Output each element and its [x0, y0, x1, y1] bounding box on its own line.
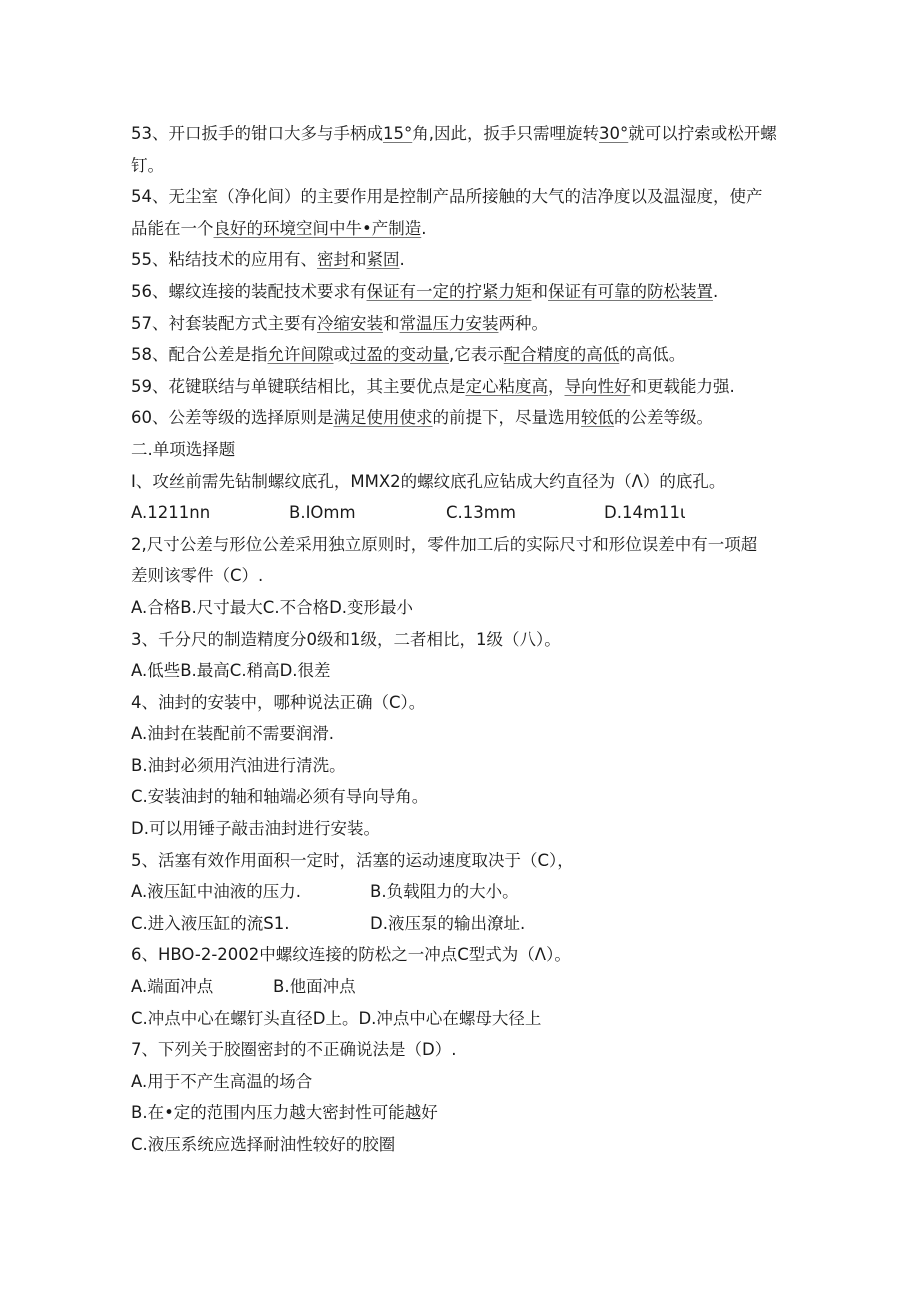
q2-options: A.合格B.尺寸最大C.不合格D.变形最小: [131, 597, 414, 617]
document-body: [131, 118, 791, 1161]
q2-stem-1: 2,尺寸公差与形位公差采用独立原则时，零件加工后的实际尺寸和形位误差中有一项超: [131, 534, 758, 554]
answer-blank: 较低: [581, 408, 614, 428]
q56: [131, 276, 791, 308]
text: 57、衬套装配方式主要有: [131, 313, 317, 333]
q2-stem-2: 差则该零件（C）.: [131, 566, 264, 586]
q57: [131, 308, 791, 340]
option-a: A.液压缸中油液的压力.: [131, 882, 301, 902]
text: 角,因此，扳手只需哩旋转: [412, 124, 599, 143]
q6-stem: 6、HBO-2-2002中螺纹连接的防松之一冲点C型式为（Λ）。: [131, 945, 571, 965]
section-title: 二.单项选择题: [131, 439, 236, 459]
q55: [131, 244, 791, 276]
answer-blank: 30°: [599, 124, 629, 143]
q5-options-1: [131, 876, 791, 908]
option-b: B.他面冲点: [273, 977, 356, 997]
text: 58、配合公差是指: [131, 345, 268, 365]
option-a: A.端面冲点: [131, 977, 214, 997]
answer-blank: 过盈的变动量: [350, 345, 449, 365]
answer-blank: 紧固: [366, 250, 400, 270]
answer-blank: 导向性好: [564, 376, 631, 396]
text: 的前提下，尽量选用: [432, 408, 581, 428]
q6-options-1: [131, 971, 791, 1003]
answer-blank: 满足使用使求: [333, 408, 433, 428]
text: 的高低。: [619, 345, 686, 365]
q1-stem: I、攻丝前需先钻制螺纹底孔，MMX2的螺纹底孔应钻成大约直径为（Λ）的底孔。: [131, 471, 726, 491]
option-d: D.14m11ι: [604, 503, 686, 523]
q4-option-a: A.油封在装配前不需要润滑.: [131, 724, 334, 744]
option-a: A.1211nn: [131, 503, 211, 523]
q54-line1: [131, 181, 791, 213]
q3-stem: 3、千分尺的制造精度分0级和1级，二者相比，1级（八）。: [131, 629, 561, 649]
answer-blank: 密封: [317, 250, 350, 270]
option-b: B.负载阻力的大小。: [370, 882, 519, 902]
text: 的公差等级。: [614, 408, 713, 428]
answer-blank: 良好的环境空间中牛•产制造: [213, 218, 422, 238]
q6-options-2: C.冲点中心在螺钉头直径D上。D.冲点中心在螺母大径上: [131, 1008, 542, 1028]
answer-blank: 冷缩安装: [317, 313, 383, 333]
q7-option-b: B.在•定的范围内压力越大密封性可能越好: [131, 1103, 438, 1123]
q7-option-c: C.液压系统应选择耐油性较好的胶圈: [131, 1135, 396, 1154]
q1-options: [131, 497, 791, 529]
answer-blank: 配合精度的高低: [503, 345, 620, 365]
text: 59、花键联结与单键联结相比，其主要优点是: [131, 376, 466, 396]
q54-line2: [131, 213, 791, 245]
text: 两种。: [498, 313, 548, 333]
q4-stem: 4、油封的安装中，哪种说法正确（C）。: [131, 692, 426, 712]
text: 和: [350, 250, 367, 270]
q4-option-c: C.安装油封的轴和轴端必须有导向导角。: [131, 787, 429, 807]
option-b: B.IOmm: [289, 503, 356, 523]
text: 和更载能力强.: [630, 376, 735, 396]
text: ,它表示: [449, 345, 504, 365]
q53-line1: [131, 118, 791, 150]
q7-stem: 7、下列关于胶圈密封的不正确说法是（D）.: [131, 1040, 457, 1060]
q58: [131, 339, 791, 371]
answer-blank: 定心粘度高: [465, 376, 548, 396]
text: 55、粘结技术的应用有、: [131, 250, 317, 270]
text: 和: [383, 313, 400, 333]
option-c: C.进入液压缸的流S1.: [131, 913, 290, 933]
text: 53、开口扳手的钳口大多与手柄成: [131, 124, 383, 143]
q53-line2: [131, 150, 791, 182]
q7-option-a: A.用于不产生高温的场合: [131, 1071, 313, 1091]
q5-options-2: [131, 908, 791, 940]
answer-blank: 常温压力安装: [399, 313, 499, 333]
q3-options: A.低些B.最高C.稍高D.很差: [131, 661, 331, 681]
text: 60、公差等级的选择原则是: [131, 408, 334, 428]
text: .: [713, 281, 719, 301]
q5-stem: 5、活塞有效作用面积一定时，活塞的运动速度取决于（C），: [131, 850, 574, 870]
text: 或: [333, 345, 350, 365]
answer-blank: 15°: [383, 124, 413, 143]
q59: [131, 371, 791, 403]
text: 56、螺纹连接的装配技术要求有: [131, 281, 367, 301]
answer-blank: 允许间隙: [267, 345, 334, 365]
text: .: [399, 250, 405, 270]
option-d: D.液压泵的输出潦址.: [370, 913, 526, 933]
text: 就可以拧索或松开螺: [628, 124, 777, 143]
option-c: C.13mm: [446, 503, 516, 523]
q4-option-b: B.油封必须用汽油进行清洗。: [131, 755, 346, 775]
answer-blank: 保证有一定的拧紧力矩: [366, 281, 532, 301]
text: 54、无尘室（净化间）的主要作用是控制产品所接触的大气的洁净度以及温湿度，使产: [131, 187, 763, 207]
text: 和: [531, 281, 548, 301]
text: 品能在一个: [131, 218, 214, 238]
text: 钉。: [131, 155, 164, 175]
text: ，: [548, 376, 565, 396]
text: .: [421, 218, 427, 238]
answer-blank: 保证有可靠的防松装置: [548, 281, 713, 301]
q4-option-d: D.可以用锤子敲击油封进行安装。: [131, 819, 380, 839]
q60: [131, 402, 791, 434]
